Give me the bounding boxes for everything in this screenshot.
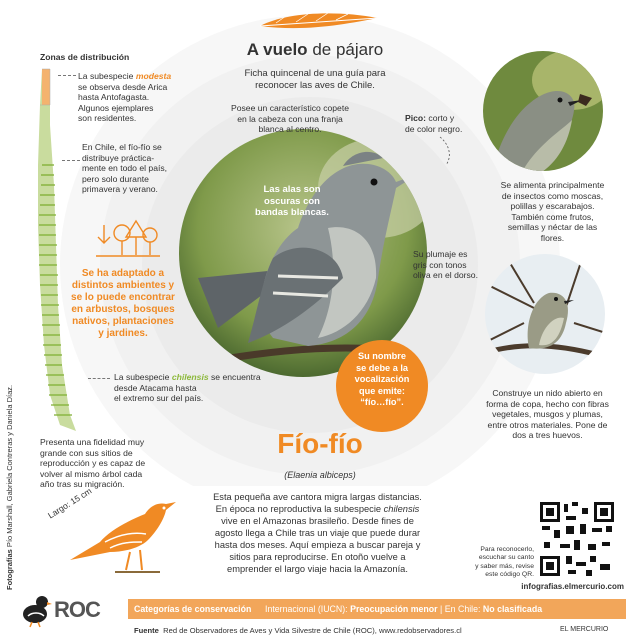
- chilensis-leader: [88, 378, 110, 379]
- name-origin-text: Su nombre se debe a la vocalización que emite: “fío…fío”.: [354, 351, 410, 407]
- conservation-status: Internacional (IUCN): Preocupación menor | En Chile: No clasificada: [265, 604, 543, 614]
- feather-icon: [256, 8, 382, 34]
- qr-code[interactable]: [540, 502, 614, 576]
- chile-leader: [62, 160, 80, 161]
- qr-hint: Para reconocerlo, escuchar su canto y saber más, revise este código QR.: [475, 546, 534, 579]
- roc-logo: ROC: [54, 597, 100, 622]
- source-line: Fuente Red de Observadores de Aves y Vida Silvestre de Chile (ROC), www.redobservadores.cl: [134, 626, 462, 635]
- size-label: Largo: 15 cm: [46, 485, 94, 521]
- chilensis-text: La subespecie chilensis se encuentra desde Atacama hasta el extremo sur del país.: [114, 372, 261, 404]
- modesta-leader: [58, 75, 76, 76]
- brand-label: EL MERCURIO: [560, 626, 609, 633]
- plumage-callout: Su plumaje es gris con tonos oliva en el dorso.: [413, 249, 478, 281]
- modesta-text: La subespecie modesta se observa desde Arica hasta Antofagasta. Algunos ejemplares son residentes.: [78, 71, 172, 124]
- wings-callout: Las alas son oscuras con bandas blancas.: [255, 184, 329, 218]
- trees-icon: [96, 215, 160, 261]
- crest-callout: Posee un característico copete en la cabeza con una franja blanca al centro.: [231, 103, 349, 135]
- chile-map: [20, 65, 80, 435]
- migration-text: Esta pequeña ave cantora migra largas distancias. En época no reproductiva la subespecie chilensis vive en el Amazonas brasileño. Desde fines de agosto llega a Chile tras un viaje que puede durar hasta dos meses. Aquí empieza a buscar pareja y sitios para reproducirse. En otoño vuelve a emprender el largo viaje hacia la Amazonía.: [213, 492, 422, 574]
- conservation-label: Categorías de conservación: [134, 604, 252, 614]
- feeding-bird-photo: [482, 50, 604, 172]
- photo-credits: Fotografías Pío Marshall, Gabriela Contreras y Daniela Díaz.: [5, 384, 14, 590]
- bird-silhouette-icon: [60, 490, 180, 582]
- beak-leader: [380, 135, 470, 175]
- fidelity-text: Presenta una fidelidad muy grande con sus sitios de reproducción y es capaz de volver al mismo árbol cada año tras su migración.: [40, 437, 146, 490]
- page-title: A vuelo de pájaro: [246, 40, 384, 59]
- diet-text: Se alimenta principalmente de insectos como moscas, polillas y escarabajos. También come frutos, semillas y néctar de las flores.: [500, 180, 605, 243]
- roc-bird-logo-icon: [18, 592, 52, 628]
- infografias-link[interactable]: infografias.elmercurio.com: [521, 582, 624, 591]
- beak-callout: Pico: corto y de color negro.: [405, 113, 463, 134]
- scientific-name: (Elaenia albiceps): [284, 470, 356, 480]
- species-name: Fío-fío: [277, 428, 363, 459]
- nesting-bird-photo: [484, 253, 606, 375]
- distribution-text: En Chile, el fío-fío se distribuye práctica- mente en todo el país, pero solo durante primavera y verano.: [82, 142, 168, 195]
- subtitle: Ficha quincenal de una guía para reconocer las aves de Chile.: [244, 68, 386, 91]
- habitat-text: Se ha adaptado a distintos ambientes y se lo puede encontrar en arbustos, bosques nativos, plantaciones y jardines.: [71, 268, 175, 339]
- distribution-heading: Zonas de distribución: [40, 52, 130, 62]
- nest-text: Construye un nido abierto en forma de copa, hecho con fibras vegetales, musgos y plumas, entre otros materiales. Pone de dos a tres huevos.: [486, 388, 609, 441]
